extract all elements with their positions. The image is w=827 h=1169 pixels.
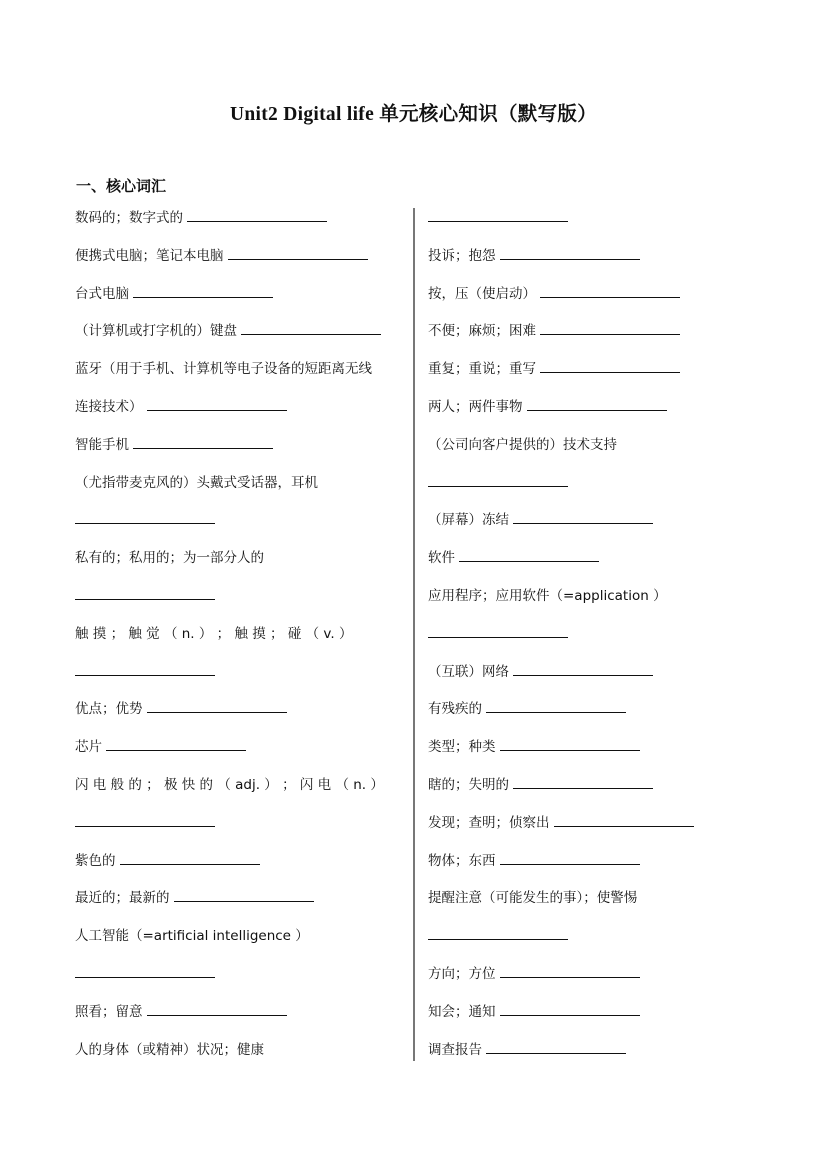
- answer-blank[interactable]: [428, 623, 568, 638]
- answer-blank[interactable]: [540, 358, 680, 373]
- vocab-item: 最近的；最新的: [75, 886, 405, 924]
- answer-blank[interactable]: [500, 736, 640, 751]
- vocab-item: （计算机或打字机的）键盘: [75, 319, 405, 357]
- left-vocabulary-column: [75, 206, 405, 1075]
- vocab-item: [75, 660, 405, 698]
- vocab-item: 连接技术）: [75, 395, 405, 433]
- vocab-item: 紫色的: [75, 849, 405, 887]
- answer-blank[interactable]: [241, 320, 381, 335]
- answer-blank[interactable]: [513, 509, 653, 524]
- vocab-item: [428, 471, 728, 509]
- vocab-item: 瞎的；失明的: [428, 773, 728, 811]
- answer-blank[interactable]: [75, 661, 215, 676]
- column-divider: [413, 208, 415, 1061]
- section-heading-core-vocabulary: 一、核心词汇: [76, 177, 167, 195]
- vocab-item: 类型；种类: [428, 735, 728, 773]
- vocab-item: [428, 924, 728, 962]
- vocab-item: （互联）网络: [428, 660, 728, 698]
- answer-blank[interactable]: [187, 207, 327, 222]
- vocab-item: [75, 508, 405, 546]
- vocab-item: 发现；查明；侦察出: [428, 811, 728, 849]
- answer-blank[interactable]: [106, 736, 246, 751]
- vocab-item: 照看；留意: [75, 1000, 405, 1038]
- answer-blank[interactable]: [428, 925, 568, 940]
- answer-blank[interactable]: [554, 812, 694, 827]
- vocab-item: 两人；两件事物: [428, 395, 728, 433]
- answer-blank[interactable]: [228, 245, 368, 260]
- vocab-item: [75, 811, 405, 849]
- vocab-item: 数码的；数字式的: [75, 206, 405, 244]
- answer-blank[interactable]: [540, 320, 680, 335]
- answer-blank[interactable]: [147, 698, 287, 713]
- answer-blank[interactable]: [500, 850, 640, 865]
- vocab-item-wrap: 人的身体（或精神）状况；健康: [75, 1041, 264, 1058]
- vocab-item: 便携式电脑；笔记本电脑: [75, 244, 405, 282]
- vocab-item: [428, 622, 728, 660]
- answer-blank[interactable]: [500, 1001, 640, 1016]
- answer-blank[interactable]: [75, 509, 215, 524]
- vocab-item: 不便；麻烦；困难: [428, 319, 728, 357]
- answer-blank[interactable]: [486, 698, 626, 713]
- vocab-item-wrap: 私有的；私用的；为一部分人的: [75, 550, 264, 567]
- answer-blank[interactable]: [75, 812, 215, 827]
- vocab-item: 按，压（使启动）: [428, 282, 728, 320]
- answer-blank[interactable]: [540, 283, 680, 298]
- vocab-item: 有残疾的: [428, 697, 728, 735]
- answer-blank[interactable]: [459, 547, 599, 562]
- answer-blank[interactable]: [486, 1039, 626, 1054]
- answer-blank[interactable]: [147, 1001, 287, 1016]
- answer-blank[interactable]: [428, 472, 568, 487]
- answer-blank[interactable]: [174, 887, 314, 902]
- vocab-item: [75, 962, 405, 1000]
- vocab-item-wrap: （尤指带麦克风的）头戴式受话器，耳机: [75, 474, 318, 491]
- answer-blank[interactable]: [133, 434, 273, 449]
- answer-blank[interactable]: [513, 661, 653, 676]
- vocab-item-wrap: （公司向客户提供的）技术支持: [428, 436, 617, 453]
- vocab-item-wrap: 蓝牙（用于手机、计算机等电子设备的短距离无线: [75, 361, 372, 378]
- vocab-item: 重复；重说；重写: [428, 357, 728, 395]
- vocab-item: 知会；通知: [428, 1000, 728, 1038]
- answer-blank[interactable]: [428, 207, 568, 222]
- vocab-item: 投诉；抱怨: [428, 244, 728, 282]
- vocab-item: （屏幕）冻结: [428, 508, 728, 546]
- answer-blank[interactable]: [120, 850, 260, 865]
- vocab-item: [428, 206, 728, 244]
- vocab-item: 台式电脑: [75, 282, 405, 320]
- page-title: Unit2 Digital life 单元核心知识（默写版）: [229, 104, 598, 125]
- vocab-item-wrap: 提醒注意（可能发生的事）；使警惕: [428, 890, 638, 907]
- vocab-item: 方向；方位: [428, 962, 728, 1000]
- vocab-item-wrap: 闪 电 般 的 ； 极 快 的 （ adj. ） ； 闪 电 （ n. ）: [75, 776, 384, 793]
- answer-blank[interactable]: [500, 245, 640, 260]
- vocab-item-wrap: 人工智能（=artificial intelligence ）: [75, 928, 309, 945]
- answer-blank[interactable]: [513, 774, 653, 789]
- answer-blank[interactable]: [147, 396, 287, 411]
- vocab-item: 芯片: [75, 735, 405, 773]
- vocab-item: 软件: [428, 546, 728, 584]
- vocab-item-wrap: 应用程序；应用软件（=application ）: [428, 587, 667, 604]
- vocab-item-wrap: 触 摸 ； 触 觉 （ n. ） ； 触 摸 ； 碰 （ v. ）: [75, 625, 353, 642]
- vocab-item: 调查报告: [428, 1038, 728, 1076]
- vocab-item: [75, 584, 405, 622]
- vocab-item: 优点；优势: [75, 697, 405, 735]
- answer-blank[interactable]: [527, 396, 667, 411]
- answer-blank[interactable]: [75, 963, 215, 978]
- answer-blank[interactable]: [133, 283, 273, 298]
- vocab-item: 智能手机: [75, 433, 405, 471]
- right-vocabulary-column: [428, 206, 728, 1075]
- answer-blank[interactable]: [75, 585, 215, 600]
- vocab-item: 物体；东西: [428, 849, 728, 887]
- answer-blank[interactable]: [500, 963, 640, 978]
